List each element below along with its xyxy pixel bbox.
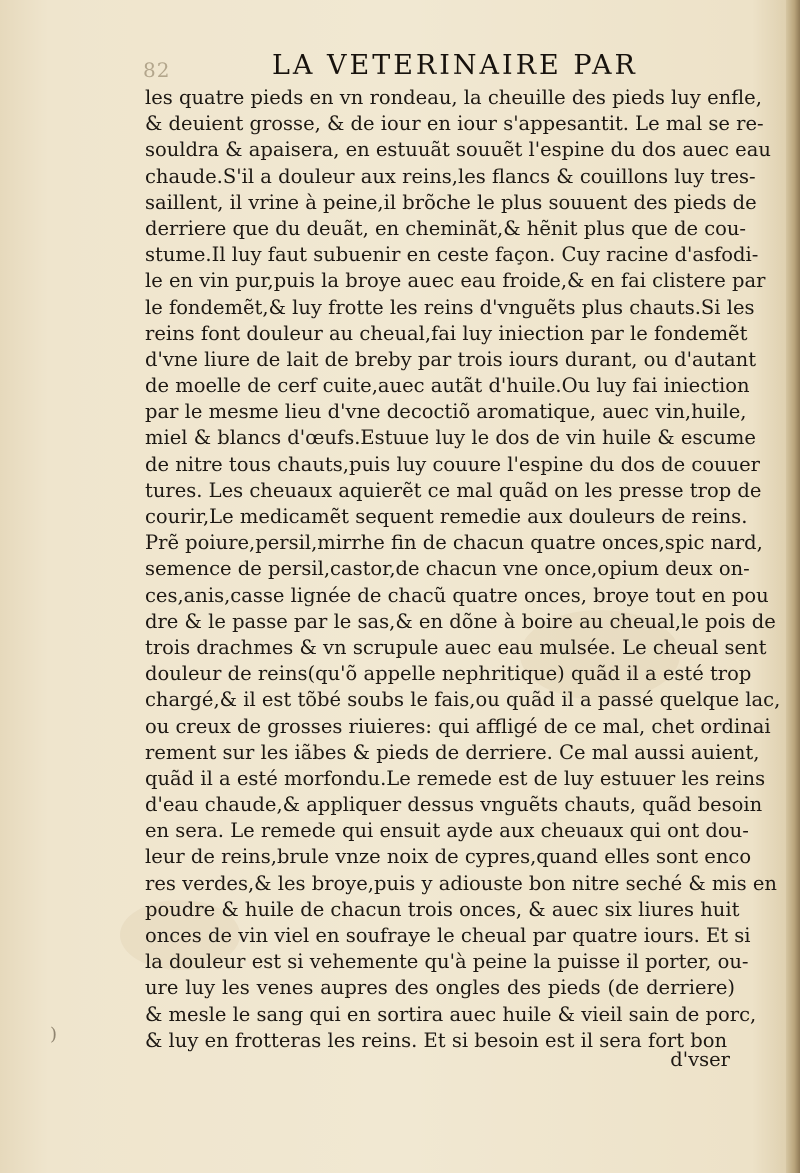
text-line: chargé,& il est tõbé soubs le fais,ou quãd il a passé quelque lac, <box>145 688 781 712</box>
text-line: en sera. Le remede qui ensuit ayde aux cheuaux qui ont dou- <box>145 819 749 843</box>
text-line: de moelle de cerf cuite,auec autãt d'huile.Ou luy fai iniection <box>145 374 750 398</box>
text-line: souldra & apaisera, en estuuãt souuẽt l'espine du dos auec eau <box>145 138 771 162</box>
text-line: douleur de reins(qu'õ appelle nephritique) quãd il a esté trop <box>145 662 752 686</box>
text-line: chaude.S'il a douleur aux reins,les flancs & couillons luy tres- <box>145 164 756 188</box>
text-line: semence de persil,castor,de chacun vne once,opium deux on- <box>145 557 750 581</box>
text-line: ure luy les venes aupres des ongles des pieds (de derriere) <box>145 976 735 1000</box>
page-edge <box>786 0 800 1173</box>
text-line: leur de reins,brule vnze noix de cypres,quand elles sont enco <box>145 845 752 869</box>
text-line: le en vin pur,puis la broye auec eau froide,& en fai clistere par <box>145 269 766 293</box>
text-line: onces de vin viel en soufraye le cheual par quatre iours. Et si <box>145 924 751 947</box>
text-line: Prẽ poiure,persil,mirrhe fin de chacun quatre onces,spic nard, <box>145 531 763 555</box>
running-title: LA VETERINAIRE PAR <box>272 50 638 81</box>
text-line: & luy en frotteras les reins. Et si besoin est il sera fort bon <box>145 1028 728 1052</box>
text-line: ou creux de grosses riuieres: qui affligé de ce mal, chet ordinai <box>145 714 771 738</box>
text-line: les quatre pieds en vn rondeau, la cheuille des pieds luy enfle, <box>145 86 762 109</box>
text-line: & mesle le sang qui en sortira auec huile & vieil sain de porc, <box>145 1002 757 1026</box>
text-line: trois drachmes & vn scrupule auec eau mulsée. Le cheual sent <box>145 635 767 659</box>
text-line: reins font douleur au cheual,fai luy iniection par le fondemẽt <box>145 321 748 345</box>
text-line: stume.Il luy faut subuenir en ceste façon. Cuy racine d'asfodi- <box>145 243 759 267</box>
text-line: poudre & huile de chacun trois onces, & auec six liures huit <box>145 897 740 921</box>
text-line: d'eau chaude,& appliquer dessus vnguẽts chauts, quãd besoin <box>145 793 763 817</box>
text-line: courir,Le medicamẽt sequent remedie aux douleurs de reins. <box>145 505 748 528</box>
text-line: d'vne liure de lait de breby par trois iours durant, ou d'autant <box>145 347 757 371</box>
text-line: de nitre tous chauts,puis luy couure l'espine du dos de couuer <box>145 452 760 476</box>
margin-mark: ) <box>50 1024 58 1045</box>
page-number: 82 <box>143 58 171 82</box>
text-line: miel & blancs d'œufs.Estuue luy le dos de vin huile & escume <box>145 426 756 450</box>
body-text <box>145 85 781 1054</box>
text-line: le fondemẽt,& luy frotte les reins d'vnguẽts plus chauts.Si les <box>145 295 755 319</box>
text-line: res verdes,& les broye,puis y adiouste bon nitre seché & mis en <box>145 871 777 895</box>
text-line: la douleur est si vehemente qu'à peine la puisse il porter, ou- <box>145 950 749 974</box>
text-line: ces,anis,casse lignée de chacũ quatre onces, broye tout en pou <box>145 583 769 607</box>
text-line: derriere que du deuãt, en cheminãt,& hẽnit plus que de cou- <box>145 216 747 240</box>
catchword: d'vser <box>670 1048 730 1071</box>
text-line: quãd il a esté morfondu.Le remede est de luy estuuer les reins <box>145 766 766 790</box>
text-line: rement sur les iãbes & pieds de derriere. Ce mal aussi auient, <box>145 740 760 764</box>
text-line: tures. Les cheuaux aquierẽt ce mal quãd on les presse trop de <box>145 478 762 502</box>
text-line: dre & le passe par le sas,& en dõne à boire au cheual,le pois de <box>145 609 776 633</box>
text-line: & deuient grosse, & de iour en iour s'appesantit. Le mal se re- <box>145 112 764 136</box>
text-line: saillent, il vrine à peine,il brõche le plus souuent des pieds de <box>145 190 757 214</box>
text-line: par le mesme lieu d'vne decoctiõ aromatique, auec vin,huile, <box>145 400 747 424</box>
